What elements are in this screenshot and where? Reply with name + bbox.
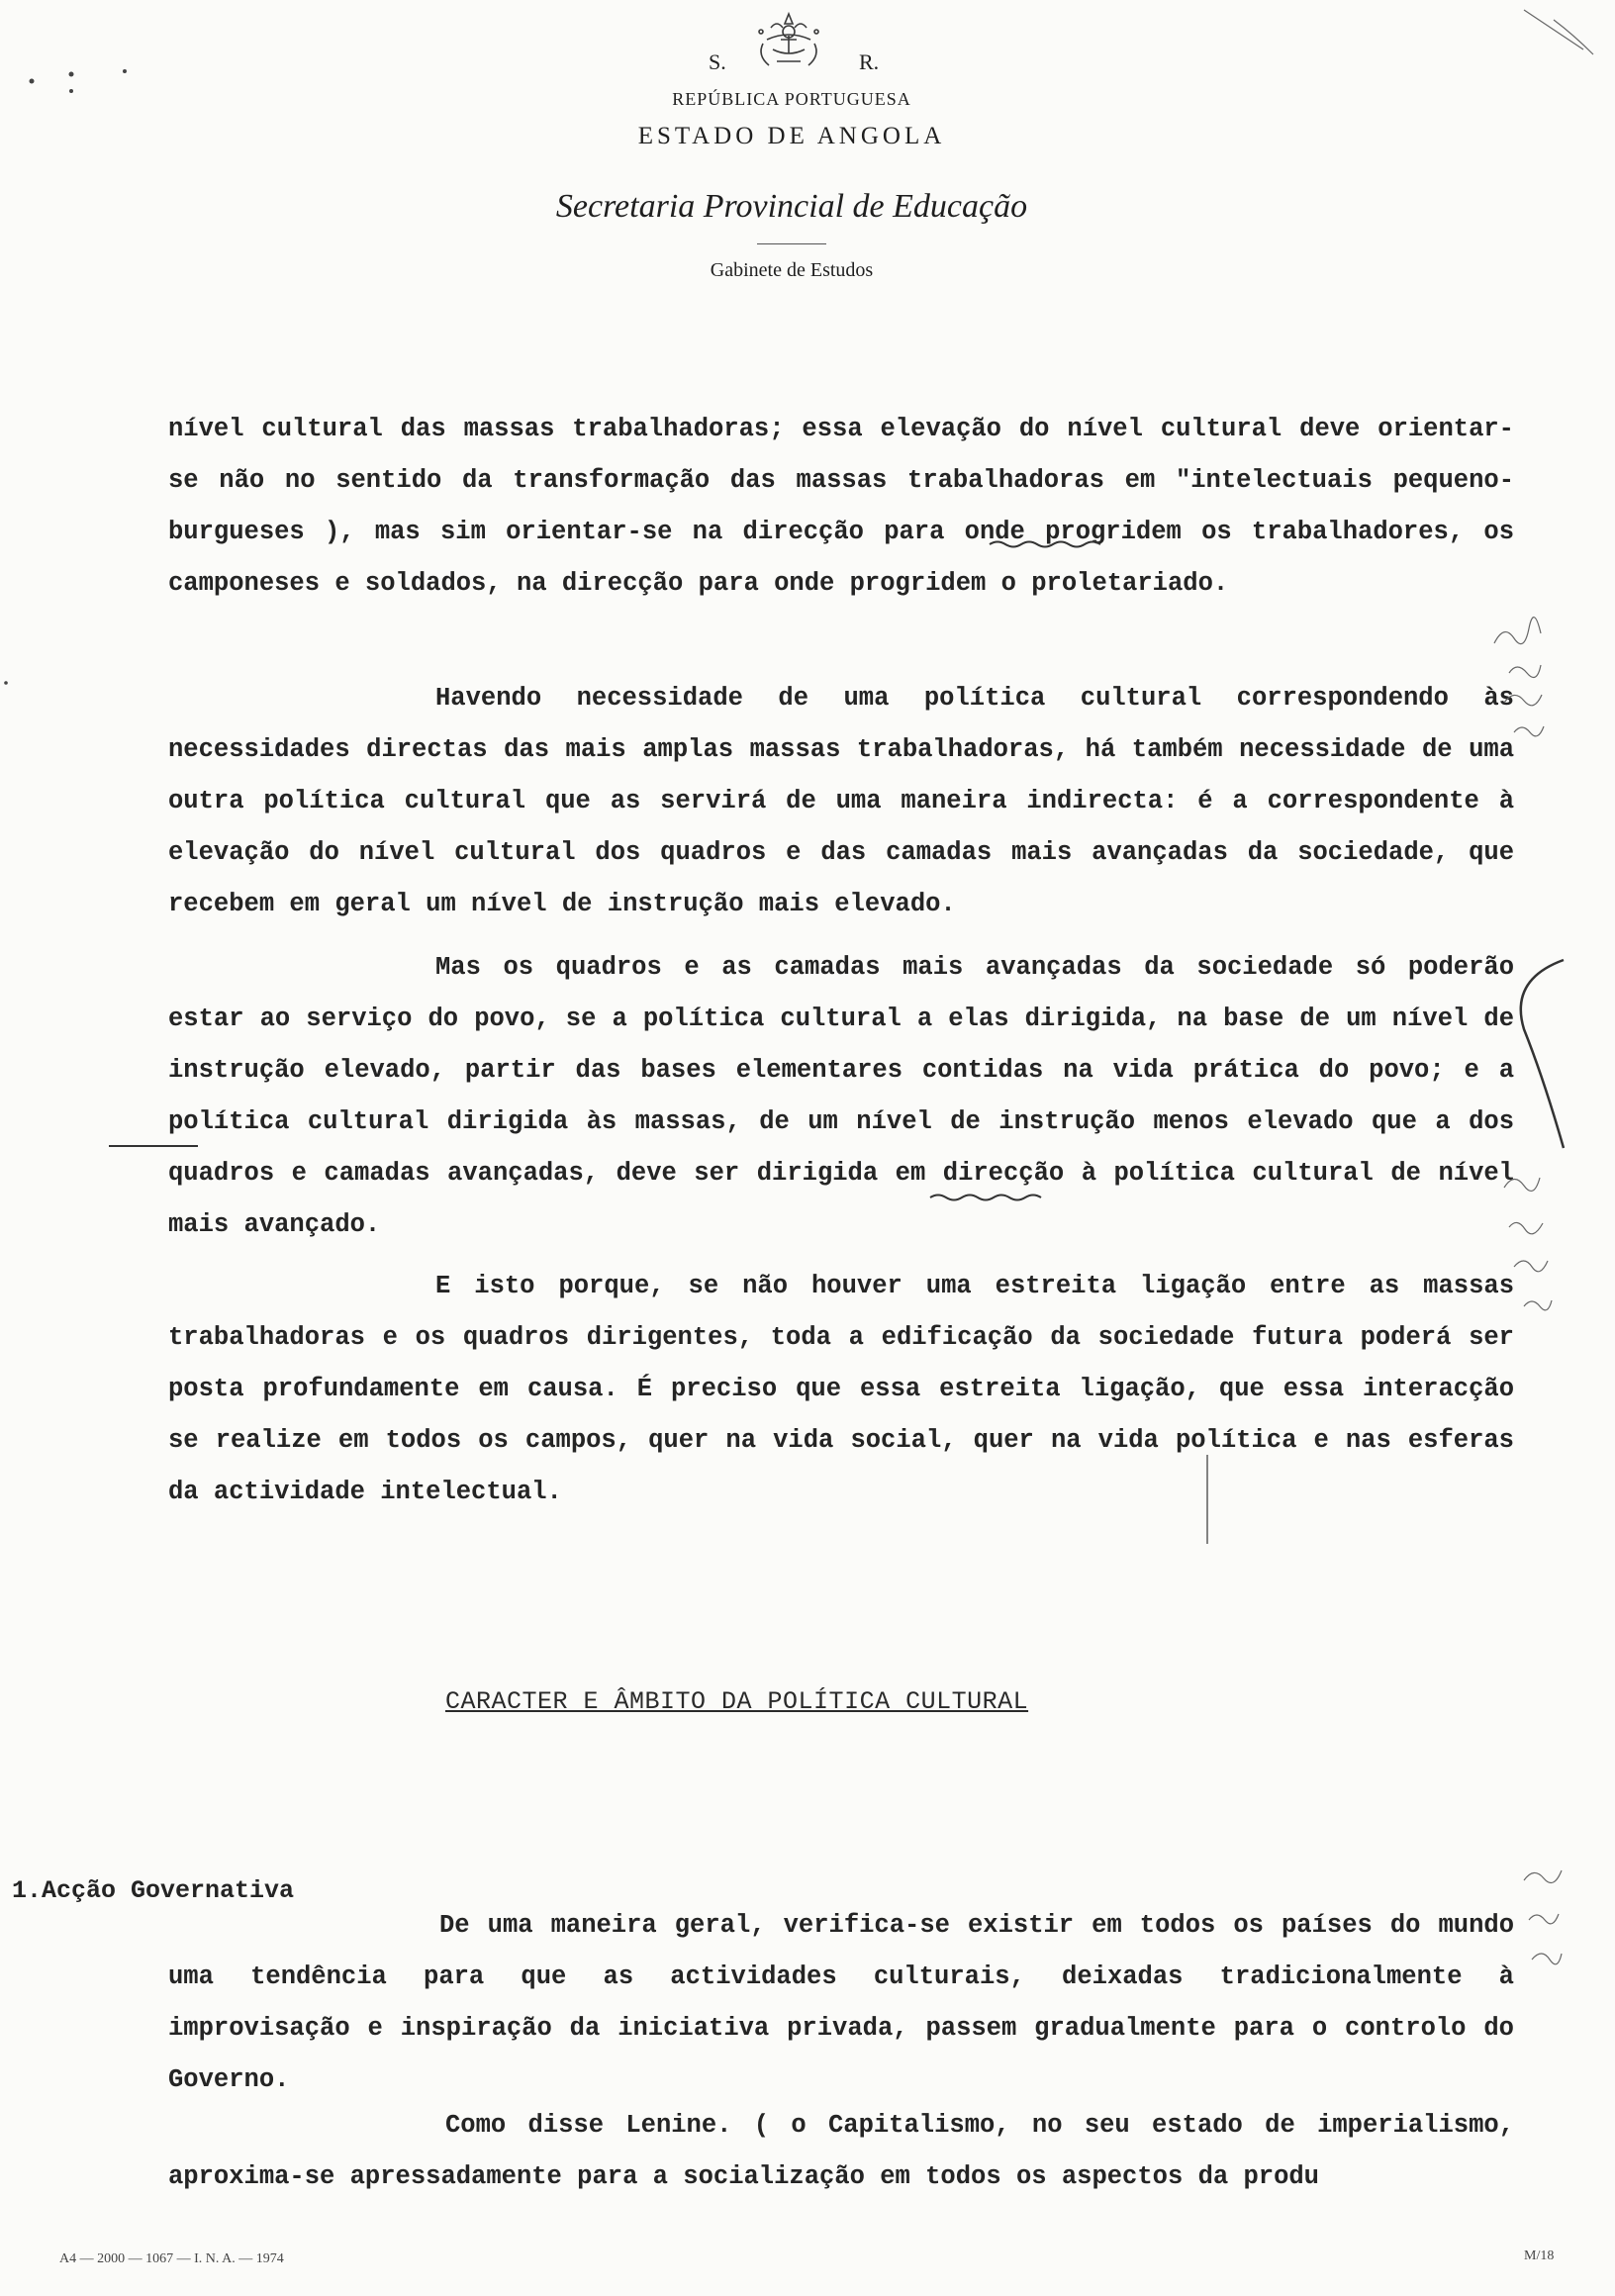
section-paragraph-2: Como disse Lenine. ( o Capitalismo, no seu estado de imperialismo, aproxima-se apressadamente para a socialização em todos os aspectos da produ — [168, 2111, 1514, 2191]
letterhead-state: ESTADO DE ANGOLA — [637, 123, 946, 149]
letterhead-divider — [757, 243, 826, 244]
body-paragraph-2: Havendo necessidade de uma política cultural correspondendo às necessidades directas das mais amplas massas trabalhadoras, há também necessidade de uma outra política cultural que as servirá de uma maneira indirecta: é a correspondente à elevação do nível cultural dos quadros e das camadas mais avançadas da sociedade, que recebem em geral um nível de instrução mais elevado. — [168, 684, 1514, 918]
section-label: 1.Acção Governativa — [12, 1876, 295, 1905]
section-heading: CARACTER E ÂMBITO DA POLÍTICA CULTURAL — [445, 1687, 1029, 1716]
body-paragraph-3: Mas os quadros e as camadas mais avançadas da sociedade só poderão estar ao serviço do povo, se a política cultural a elas dirigida, na base de um nível de instrução elevado, partir das bases elementares contidas na vida prática do povo; e a política cultural dirigida às massas, de um nível de instrução menos elevado que a dos quadros e camadas avançadas, deve ser dirigida em direcção à política cultural de nível mais avançado. — [168, 953, 1514, 1239]
letterhead-secretariat: Secretaria Provincial de Educação — [555, 188, 1028, 225]
body-paragraph-4: E isto porque, se não houver uma estreita ligação entre as massas trabalhadoras e os quadros dirigentes, toda a edificação da sociedade futura poderá ser posta profundamente em causa. É preciso que essa estreita ligação, que essa interacção se realize em todos os campos, quer na vida social, quer na vida política e nas esferas da actividade intelectual. — [168, 1272, 1514, 1506]
body-paragraph-1: nível cultural das massas trabalhadoras; essa elevação do nível cultural deve orientar-se não no sentido da transformação das massas trabalhadoras em "intelectuais pequeno-burgueses ), mas sim orientar-se na direcção para onde progridem os trabalhadores, os camponeses e soldados, na direcção para onde progridem o proletariado. — [168, 415, 1514, 598]
page-reference: M/18 — [1524, 2248, 1555, 2263]
coat-of-arms-seal — [747, 10, 830, 75]
letterhead-r: R. — [859, 49, 880, 74]
section-paragraph-1: De uma maneira geral, verifica-se existir em todos os países do mundo uma tendência para que as actividades culturais, deixadas tradicionalmente à improvisação e inspiração da iniciativa privada, passem gradualmente para o controlo do Governo. — [168, 1911, 1514, 2094]
letterhead-republic: REPÚBLICA PORTUGUESA — [672, 89, 911, 109]
letterhead-office: Gabinete de Estudos — [710, 259, 874, 281]
print-code: A4 — 2000 — 1067 — I. N. A. — 1974 — [59, 2251, 284, 2266]
letterhead-s: S. — [709, 49, 726, 74]
